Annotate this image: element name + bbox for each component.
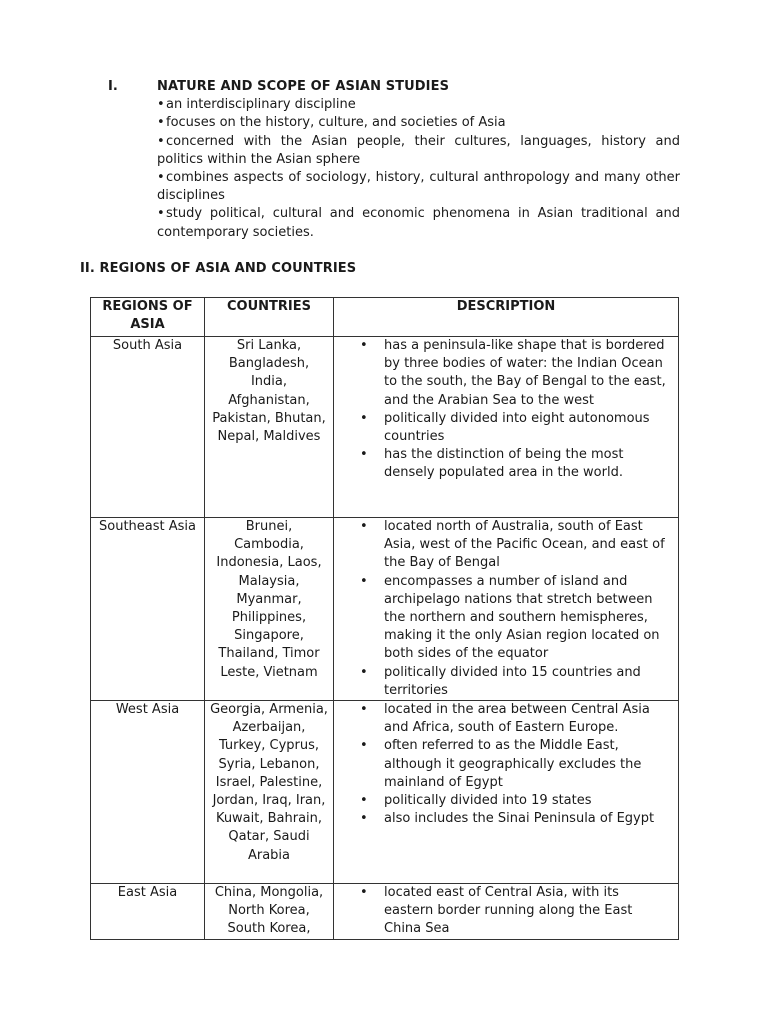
description-item: • encompasses a number of island and archipelago nations that stretch between the northern and southern hemispheres, making it the only Asian region located on both sides of the equator <box>360 573 660 662</box>
region-cell: Southeast Asia <box>91 518 205 701</box>
scope-item: •study political, cultural and economic phenomena in Asian traditional and contemporary societies. <box>157 206 680 240</box>
table-header-row <box>91 298 679 337</box>
bullet-icon: • <box>157 133 165 149</box>
header-countries: COUNTRIES <box>205 298 334 337</box>
description-cell <box>334 337 679 518</box>
description-cell <box>334 518 679 701</box>
description-list <box>340 701 672 828</box>
bullet-icon: • <box>360 447 368 463</box>
bullet-icon: • <box>157 170 165 186</box>
countries-cell: China, Mongolia, North Korea, South Korea, <box>205 884 334 940</box>
countries-cell: Brunei, Cambodia, Indonesia, Laos, Malaysia, Myanmar, Philippines, Singapore, Thailand, Timor Leste, Vietnam <box>205 518 334 701</box>
section-heading <box>108 78 680 96</box>
section-nature-and-scope <box>108 78 680 242</box>
region-cell: West Asia <box>91 701 205 884</box>
countries-cell: Georgia, Armenia, Azerbaijan, Turkey, Cyprus, Syria, Lebanon, Israel, Palestine, Jordan, Iraq, Iran, Kuwait, Bahrain, Qatar, Saudi Arabia <box>205 701 334 884</box>
table-row <box>91 337 679 518</box>
scope-bullet-list <box>157 96 680 242</box>
bullet-icon: • <box>360 519 368 534</box>
description-list <box>340 337 672 483</box>
bullet-icon: • <box>360 811 368 827</box>
bullet-icon: • <box>360 664 368 680</box>
description-list <box>340 884 672 939</box>
scope-item: •concerned with the Asian people, their cultures, languages, history and politics within the Asian sphere <box>157 133 680 167</box>
countries-cell: Sri Lanka, Bangladesh, India, Afghanistan, Pakistan, Bhutan, Nepal, Maldives <box>205 337 334 518</box>
description-list <box>340 518 672 700</box>
bullet-icon: • <box>360 702 368 718</box>
bullet-icon: • <box>360 338 368 353</box>
bullet-icon: • <box>157 206 165 222</box>
description-item: • located north of Australia, south of East Asia, west of the Pacific Ocean, and east of the Bay of Bengal <box>360 519 665 571</box>
description-item: • often referred to as the Middle East, although it geographically excludes the mainland of Egypt <box>360 738 642 790</box>
description-item: • also includes the Sinai Peninsula of Egypt <box>340 810 672 828</box>
section-number: I. <box>108 79 118 94</box>
scope-item: •an interdisciplinary discipline <box>157 96 680 114</box>
description-item: • has the distinction of being the most densely populated area in the world. <box>360 447 624 481</box>
scope-item: •combines aspects of sociology, history, cultural anthropology and many other disciplines <box>157 170 680 204</box>
table-row <box>91 701 679 884</box>
region-cell: South Asia <box>91 337 205 518</box>
description-cell <box>334 701 679 884</box>
section-regions-title: II. REGIONS OF ASIA AND COUNTRIES <box>80 261 357 276</box>
description-cell <box>334 884 679 940</box>
bullet-icon: • <box>157 97 165 113</box>
table-row <box>91 884 679 940</box>
bullet-icon: • <box>360 573 368 589</box>
scope-item: •focuses on the history, culture, and societies of Asia <box>157 114 680 132</box>
header-regions: REGIONS OF ASIA <box>91 298 205 337</box>
region-cell: East Asia <box>91 884 205 940</box>
table-row <box>91 518 679 701</box>
description-item: • has a peninsula-like shape that is bordered by three bodies of water: the Indian Ocean to the south, the Bay of Bengal to the east, and the Arabian Sea to the west <box>360 338 666 408</box>
description-item: • located east of Central Asia, with its eastern border running along the East China Sea <box>360 885 633 937</box>
description-item: • politically divided into 15 countries and territories <box>360 664 641 698</box>
bullet-icon: • <box>360 738 368 754</box>
description-item: • politically divided into 19 states <box>340 792 672 810</box>
bullet-icon: • <box>360 410 368 426</box>
bullet-icon: • <box>360 793 368 809</box>
header-description: DESCRIPTION <box>334 298 679 337</box>
description-item: • politically divided into eight autonomous countries <box>360 410 650 445</box>
regions-table <box>90 297 679 940</box>
description-item: • located in the area between Central Asia and Africa, south of Eastern Europe. <box>360 702 650 736</box>
section-title: NATURE AND SCOPE OF ASIAN STUDIES <box>157 79 450 94</box>
bullet-icon: • <box>157 115 165 131</box>
bullet-icon: • <box>360 885 368 901</box>
